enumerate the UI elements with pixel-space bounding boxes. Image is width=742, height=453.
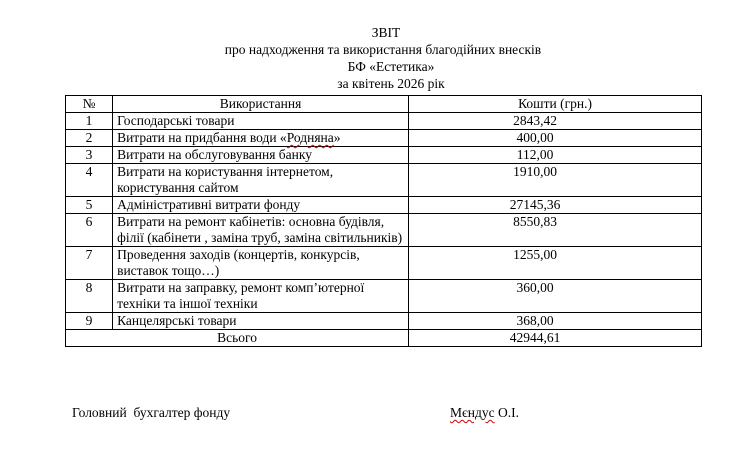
signatory-initials: О.І. <box>494 405 520 420</box>
table-header-row <box>66 96 702 113</box>
row-usage: Канцелярські товари <box>113 313 409 330</box>
row-amount <box>409 313 702 330</box>
row-number: 2 <box>66 130 113 147</box>
table-row <box>66 130 702 147</box>
total-amount-value: 42944,61 <box>509 330 561 345</box>
table-row <box>66 197 702 214</box>
row-number: 4 <box>66 164 113 197</box>
row-number: 6 <box>66 214 113 247</box>
total-label: Всього <box>66 330 409 347</box>
report-title: ЗВІТ <box>371 25 401 40</box>
row-usage: Господарські товари <box>113 113 409 130</box>
row-amount <box>409 247 702 280</box>
row-amount-value: 400,00 <box>516 130 554 145</box>
row-amount <box>409 147 702 164</box>
row-number: 8 <box>66 280 113 313</box>
report-subtitle: про надходження та використання благодійних внесків <box>224 42 542 57</box>
row-amount <box>409 113 702 130</box>
expenses-table <box>65 95 702 347</box>
row-number: 1 <box>66 113 113 130</box>
row-amount <box>409 164 702 197</box>
total-amount <box>409 330 702 347</box>
row-amount-value: 360,00 <box>516 280 554 295</box>
table-row <box>66 147 702 164</box>
table-row <box>66 247 702 280</box>
row-amount-value: 368,00 <box>516 313 554 328</box>
table-row <box>66 164 702 197</box>
column-header-amount: Кошти (грн.) <box>409 96 702 113</box>
signatory-name <box>450 405 519 421</box>
signatory-role: Головний бухгалтер фонду <box>72 405 231 420</box>
row-usage: Витрати на обслуговування банку <box>113 147 409 164</box>
row-amount <box>409 197 702 214</box>
row-usage: Адміністративні витрати фонду <box>113 197 409 214</box>
table-total-row <box>66 330 702 347</box>
row-usage-prefix: Витрати на придбання води « <box>117 130 287 145</box>
column-header-usage: Використання <box>113 96 409 113</box>
row-amount-value: 112,00 <box>516 147 554 162</box>
row-number: 3 <box>66 147 113 164</box>
row-amount-value: 27145,36 <box>509 197 561 212</box>
spellcheck-marked-word: Родняна <box>286 130 334 145</box>
row-usage: Проведення заходів (концертів, конкурсів, виставок тощо…) <box>113 247 409 280</box>
row-amount <box>409 130 702 147</box>
row-amount-value: 1255,00 <box>513 247 557 262</box>
row-amount-value: 2843,42 <box>513 113 557 128</box>
table-row <box>66 113 702 130</box>
report-period: за квітень 2026 рік <box>337 76 445 91</box>
table-row <box>66 313 702 330</box>
organization-name: БФ «Естетика» <box>347 59 435 74</box>
column-header-number: № <box>66 96 113 113</box>
row-usage: Витрати на заправку, ремонт комп’ютерної техніки та іншої техніки <box>113 280 409 313</box>
row-amount <box>409 214 702 247</box>
row-usage-suffix: » <box>333 130 341 145</box>
row-usage: Витрати на ремонт кабінетів: основна будівля, філії (кабінети , заміна труб, заміна світильників) <box>113 214 409 247</box>
table-row <box>66 280 702 313</box>
signatory-surname: Мєндус <box>450 405 495 420</box>
row-number: 7 <box>66 247 113 280</box>
row-amount-value: 1910,00 <box>513 164 557 179</box>
row-number: 9 <box>66 313 113 330</box>
row-usage <box>113 130 409 147</box>
table-row <box>66 214 702 247</box>
row-amount <box>409 280 702 313</box>
report-header <box>0 24 742 92</box>
row-amount-value: 8550,83 <box>513 214 557 229</box>
row-usage: Витрати на користування інтернетом, користування сайтом <box>113 164 409 197</box>
row-number: 5 <box>66 197 113 214</box>
